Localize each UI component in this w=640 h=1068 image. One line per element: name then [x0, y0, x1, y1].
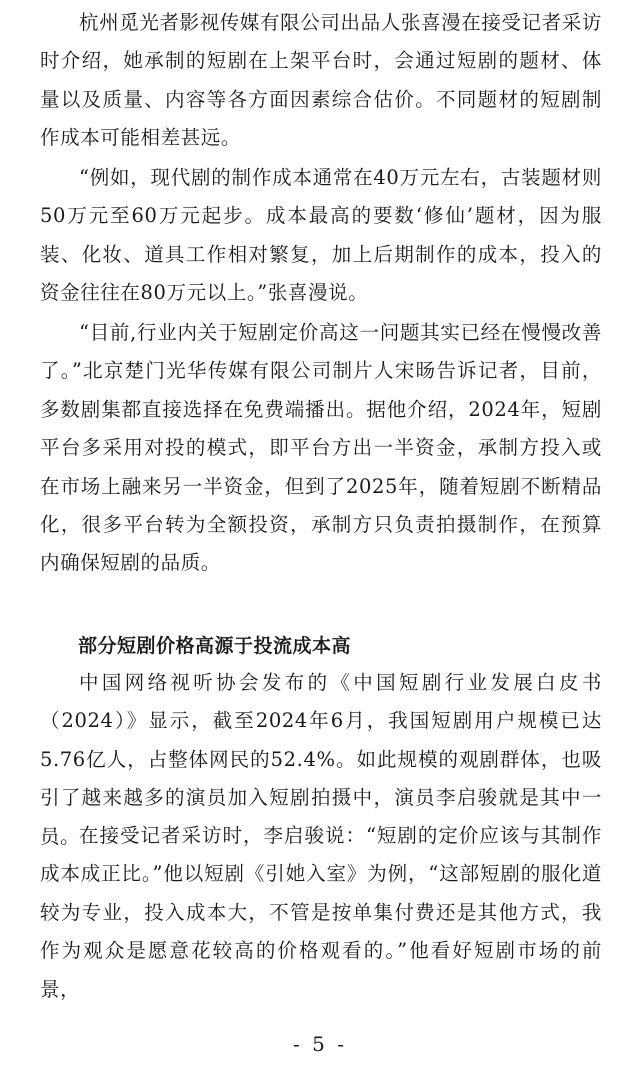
paragraph-1: 杭州觅光者影视传媒有限公司出品人张喜漫在接受记者采访时介绍，她承制的短剧在上架平台时，会通过短剧的题材、体量以及质量、内容等各方面因素综合估价。不同题材的短剧制作成本可能相差甚远。 [40, 11, 602, 150]
section-heading: 部分短剧价格高源于投流成本高 [78, 635, 352, 657]
paragraph-2: “例如，现代剧的制作成本通常在40万元左右，古装题材则50万元至60万元起步。成本最高的要数‘修仙’题材，因为服装、化妆、道具工作相对繁复，加上后期制作的成本，投入的资金往往在80万元以上。”张喜漫说。 [40, 166, 602, 305]
paragraph-5: 在接受记者采访时，李启骏说：“短剧的定价应该与其制作成本成正比。”他以短剧《引她入室》为例，“这部短剧的服化道较为专业，投入成本大，不管是按单集付费还是其他方式，我作为观众是愿意花较高的价格观看的。”他看好短剧市场的前景， [40, 824, 602, 1001]
paragraph-4: 中国网络视听协会发布的《中国短剧行业发展白皮书（2024）》显示，截至2024年6月，我国短剧用户规模已达5.76亿人，占整体网民的52.4%。如此规模的观剧群体，也吸引了越来越多的演员加入短剧拍摄中，演员李启骏就是其中一员。 [40, 671, 602, 848]
paragraph-3: “目前,行业内关于短剧定价高这一问题其实已经在慢慢改善了。”北京楚门光华传媒有限公司制片人宋旸告诉记者，目前，多数剧集都直接选择在免费端播出。据他介绍，2024年，短剧平台多采用对投的模式，即平台方出一半资金，承制方投入或在市场上融来另一半资金，但到了2025年，随着短剧不断精品化，很多平台转为全额投资，承制方只负责拍摄制作，在预算内确保短剧的品质。 [40, 321, 602, 575]
page-number: - 5 - [293, 1032, 347, 1056]
